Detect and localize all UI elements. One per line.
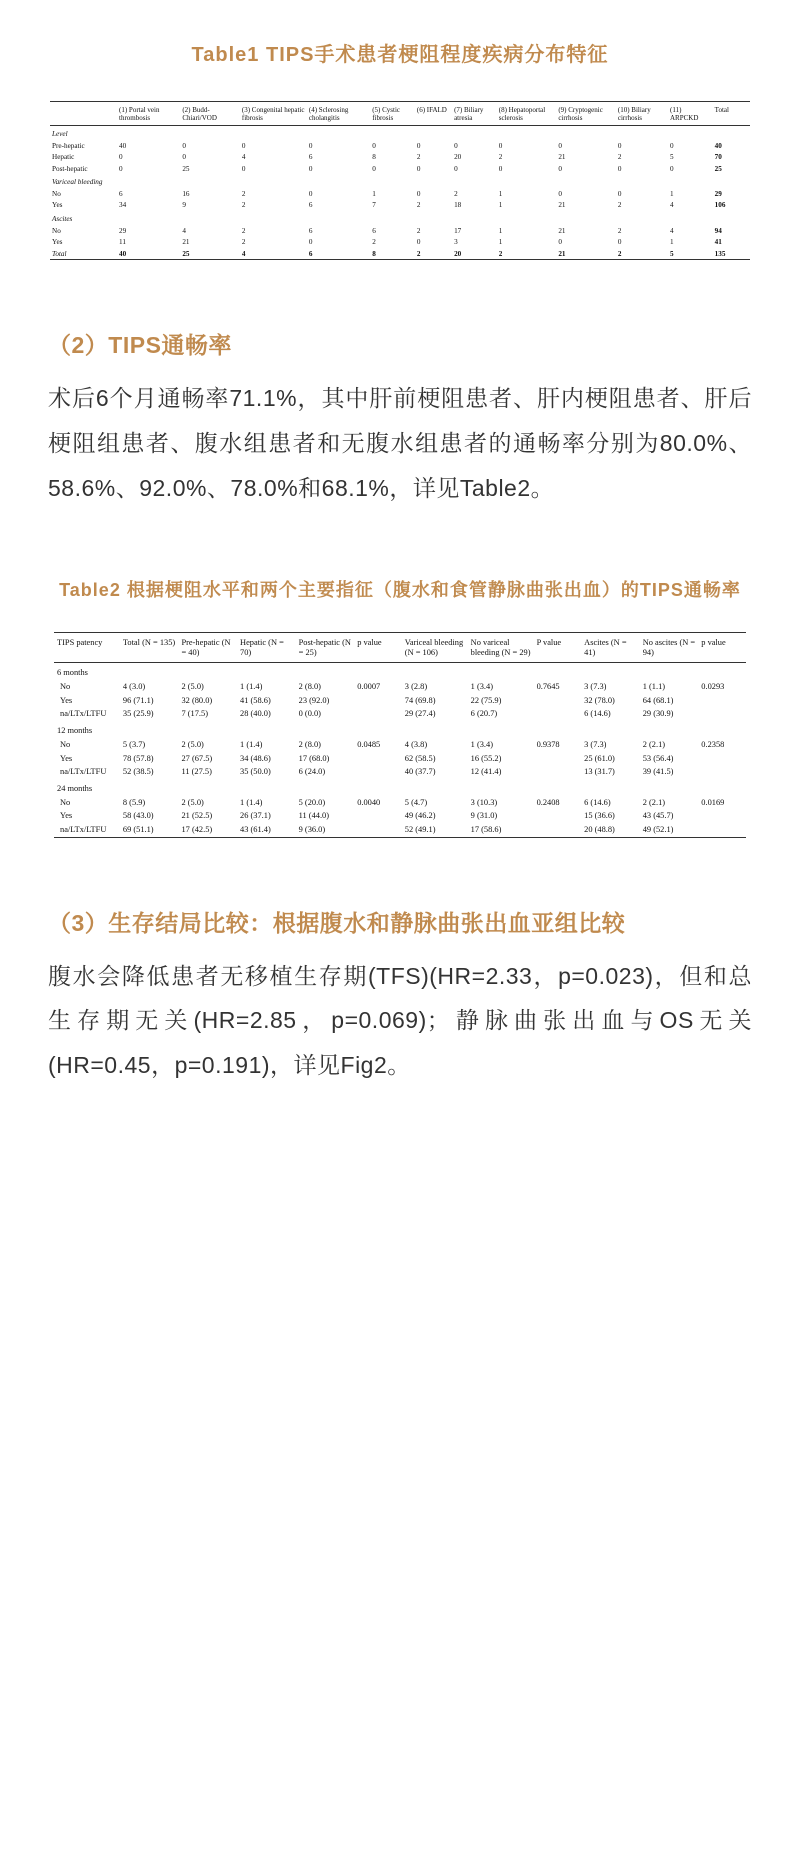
table-cell: 0 xyxy=(308,141,313,150)
table-cell: 64 (68.1) xyxy=(642,695,674,705)
table-row xyxy=(50,211,750,225)
table1-col-10: (10) Biliary cirrhosis xyxy=(616,102,668,126)
table1 xyxy=(50,102,750,259)
table-cell: 1 xyxy=(670,238,674,247)
table-cell: 1 (1.4) xyxy=(240,739,263,749)
table-cell: 4 xyxy=(670,201,674,210)
table-cell: 2 (8.0) xyxy=(298,681,321,691)
table-row xyxy=(50,163,750,174)
table-cell xyxy=(534,810,582,824)
table-cell: 2 xyxy=(372,238,376,247)
table-cell: 70 xyxy=(714,153,722,162)
table-cell: 23 (92.0) xyxy=(298,695,330,705)
table-cell: 29 xyxy=(119,226,127,235)
table1-header xyxy=(50,102,750,126)
table-cell: 2 xyxy=(617,249,622,258)
table-cell: 40 (37.7) xyxy=(404,767,436,777)
table-cell: 2 xyxy=(617,153,622,162)
table-cell: 0 xyxy=(119,164,123,173)
table-cell: 0 xyxy=(372,141,376,150)
table-group-label: 12 months xyxy=(57,726,93,736)
table-cell: 1 (3.4) xyxy=(470,681,493,691)
table-cell: 1 xyxy=(372,189,376,198)
table-cell: 34 (48.6) xyxy=(240,753,271,763)
table-cell: 5 (3.7) xyxy=(122,739,146,749)
table-cell: 6 xyxy=(308,226,313,235)
table-cell: 0.2408 xyxy=(536,797,560,807)
table-row-label: Pre-hepatic xyxy=(52,141,85,150)
table-cell: 0 xyxy=(308,238,313,247)
table-cell: 2 (2.1) xyxy=(642,797,666,807)
table-row xyxy=(50,200,750,211)
table-cell: 8 xyxy=(372,153,376,162)
table-cell: 2 xyxy=(241,238,246,247)
table-cell xyxy=(534,694,582,708)
spacer xyxy=(48,511,752,553)
table-cell: 21 (52.5) xyxy=(181,811,213,821)
table-cell: 135 xyxy=(714,249,726,258)
table-cell: 1 xyxy=(498,201,503,210)
table-cell: 53 (56.4) xyxy=(642,753,674,763)
table-row xyxy=(54,721,746,738)
table-cell: 21 xyxy=(558,153,566,162)
table1-col-3: (3) Congenital hepatic fibrosis xyxy=(240,102,307,126)
table-cell: 2 xyxy=(241,201,246,210)
table-row xyxy=(54,796,746,810)
table-cell xyxy=(698,823,746,837)
table-cell: 0 xyxy=(670,141,674,150)
table-cell: 0 xyxy=(454,164,458,173)
table-cell xyxy=(354,694,402,708)
table-cell: 0 xyxy=(617,141,622,150)
table2-col-8: P value xyxy=(534,633,582,663)
table-row-label: No xyxy=(60,681,71,691)
table-cell: 8 xyxy=(372,249,376,258)
table-cell: 4 (3.8) xyxy=(404,739,428,749)
table-cell: 6 xyxy=(308,249,313,258)
table-cell: 5 xyxy=(670,153,674,162)
table-cell: 106 xyxy=(714,201,726,210)
table-cell: 2 xyxy=(617,226,622,235)
table-cell: 1 (1.4) xyxy=(240,681,263,691)
table-row xyxy=(54,823,746,837)
table-cell: 32 (80.0) xyxy=(181,695,213,705)
table-row-label: No xyxy=(52,189,61,198)
table-cell: 12 (41.4) xyxy=(470,767,502,777)
table1-header-row xyxy=(50,102,750,126)
table2-col-5: p value xyxy=(354,633,402,663)
table-row xyxy=(54,779,746,796)
table-cell: 1 xyxy=(498,238,503,247)
table-cell xyxy=(534,765,582,779)
table-cell: 0 xyxy=(558,141,562,150)
table-group-label: Level xyxy=(52,130,68,139)
table2-caption: Table2 根据梗阻水平和两个主要指征（腹水和食管静脉曲张出血）的TIPS通畅率 xyxy=(59,579,741,600)
table-cell: 6 (14.6) xyxy=(584,709,611,719)
table2-col-0: TIPS patency xyxy=(54,633,120,663)
table-group-label: 24 months xyxy=(57,784,93,794)
table1-container xyxy=(50,101,750,260)
table-cell: 25 xyxy=(182,164,190,173)
table-cell: 21 xyxy=(558,226,566,235)
table1-col-1: (1) Portal vein thrombosis xyxy=(117,102,180,126)
table-cell: 21 xyxy=(182,238,190,247)
table-cell: 0 xyxy=(498,164,503,173)
table1-col-0 xyxy=(50,102,117,126)
table1-col-2: (2) Budd-Chiari/VOD xyxy=(180,102,240,126)
table-cell: 0.0169 xyxy=(701,797,725,807)
table-cell: 9 (31.0) xyxy=(470,811,498,821)
table-cell: 21 xyxy=(558,249,566,258)
table-cell: 17 (68.0) xyxy=(298,753,330,763)
table-cell: 6 (24.0) xyxy=(298,767,326,777)
table-cell: 4 xyxy=(241,153,246,162)
table-cell: 49 (52.1) xyxy=(642,825,674,835)
table-cell xyxy=(698,694,746,708)
table-cell: 2 (5.0) xyxy=(181,681,204,691)
table-cell: 0 xyxy=(416,189,421,198)
table-group-label: Variceal bleeding xyxy=(52,178,103,187)
table-cell: 2 xyxy=(617,201,622,210)
table-cell: 17 (58.6) xyxy=(470,825,502,835)
table-cell: 8 (5.9) xyxy=(122,797,146,807)
table-cell: 2 xyxy=(454,189,458,198)
table-cell: 41 xyxy=(714,238,722,247)
table-cell: 26 (37.1) xyxy=(240,811,271,821)
spacer xyxy=(48,838,752,880)
table-cell: 2 (2.1) xyxy=(642,739,666,749)
table1-body xyxy=(50,126,750,260)
table-cell: 3 (7.3) xyxy=(584,681,607,691)
table-cell: 4 xyxy=(241,249,246,258)
table-cell xyxy=(534,823,582,837)
table-cell: 0.9378 xyxy=(536,739,560,749)
table-cell: 5 (20.0) xyxy=(298,797,326,807)
table-cell: 34 xyxy=(119,201,127,210)
table-cell: 5 (4.7) xyxy=(404,797,428,807)
spacer xyxy=(48,260,752,302)
table-row-label: na/LTx/LTFU xyxy=(60,825,107,835)
table-cell: 0.0485 xyxy=(357,739,381,749)
table-row xyxy=(54,708,746,722)
table-row-label: No xyxy=(60,797,71,807)
table-row xyxy=(50,188,750,199)
table-row-label: Hepatic xyxy=(52,153,75,162)
table-cell: 35 (50.0) xyxy=(240,767,271,777)
table-cell: 1 (3.4) xyxy=(470,739,493,749)
table2-container xyxy=(54,632,746,838)
table-cell: 11 xyxy=(119,238,126,247)
table-cell: 20 (48.8) xyxy=(584,825,615,835)
table-row xyxy=(50,237,750,248)
table-cell: 2 xyxy=(241,226,246,235)
table-cell: 0 xyxy=(416,238,421,247)
table-cell: 2 (5.0) xyxy=(181,797,204,807)
table1-col-8: (8) Hepatoportal sclerosis xyxy=(497,102,557,126)
table-cell: 2 xyxy=(241,189,246,198)
table-cell: 0 xyxy=(372,164,376,173)
table-cell: 20 xyxy=(454,153,462,162)
table2-col-10: No ascites (N = 94) xyxy=(640,633,699,663)
table2-header xyxy=(54,633,746,663)
table-cell: 25 xyxy=(714,164,722,173)
table2-col-11: p value xyxy=(698,633,746,663)
table-cell: 43 (61.4) xyxy=(240,825,271,835)
table2-col-3: Hepatic (N = 70) xyxy=(237,633,296,663)
table1-col-6: (6) IFALD xyxy=(415,102,452,126)
table-cell: 41 (58.6) xyxy=(240,695,271,705)
table-cell: 0 xyxy=(416,141,421,150)
table-cell xyxy=(354,708,402,722)
table-cell: 40 xyxy=(119,141,127,150)
table-cell: 2 xyxy=(498,153,503,162)
table-cell xyxy=(698,810,746,824)
table-cell: 3 xyxy=(454,238,458,247)
table-row-label: Yes xyxy=(60,753,73,763)
table-cell: 0 xyxy=(670,164,674,173)
table-cell: 0 xyxy=(241,141,246,150)
table-cell: 62 (58.5) xyxy=(404,753,436,763)
table-cell: 6 (14.6) xyxy=(584,797,611,807)
table-cell: 0.0293 xyxy=(701,681,725,691)
table-cell: 16 xyxy=(182,189,190,198)
table-cell: 7 xyxy=(372,201,376,210)
table2 xyxy=(54,633,746,837)
table-cell: 96 (71.1) xyxy=(122,695,154,705)
table-cell: 11 (27.5) xyxy=(181,767,212,777)
table-cell xyxy=(698,765,746,779)
table-cell: 17 xyxy=(454,226,462,235)
table-cell: 0 xyxy=(617,164,622,173)
table-cell: 6 xyxy=(308,201,313,210)
table-cell xyxy=(534,708,582,722)
table-row xyxy=(50,248,750,259)
table-cell: 9 (36.0) xyxy=(298,825,326,835)
table-cell: 29 (30.9) xyxy=(642,709,674,719)
table2-body xyxy=(54,663,746,837)
table-cell: 39 (41.5) xyxy=(642,767,674,777)
table-cell: 0 xyxy=(308,164,313,173)
table-row xyxy=(50,151,750,162)
section-body-survival-comparison: 腹水会降低患者无移植生存期(TFS)(HR=2.33，p=0.023)，但和总生存期无关(HR=2.85，p=0.069)；静脉曲张出血与OS无关(HR=0.45，p=0.191)，详见Fig2。 xyxy=(48,962,752,1079)
table-cell: 1 xyxy=(498,189,503,198)
table-cell: 0 xyxy=(182,153,186,162)
table-cell: 29 (27.4) xyxy=(404,709,436,719)
table-cell: 20 xyxy=(454,249,462,258)
table1-col-11: (11) ARPCKD xyxy=(668,102,713,126)
table-cell: 4 xyxy=(670,226,674,235)
table-cell: 9 xyxy=(182,201,186,210)
table-cell: 6 (20.7) xyxy=(470,709,498,719)
table-cell: 52 (38.5) xyxy=(122,767,154,777)
table-row xyxy=(54,738,746,752)
table-cell: 6 xyxy=(308,153,313,162)
table-cell: 0 xyxy=(416,164,421,173)
table1-col-5: (5) Cystic fibrosis xyxy=(370,102,415,126)
table-cell: 2 xyxy=(416,226,421,235)
table-cell: 3 (10.3) xyxy=(470,797,498,807)
table-cell: 1 xyxy=(498,226,503,235)
table-cell: 22 (75.9) xyxy=(470,695,502,705)
table2-col-2: Pre-hepatic (N = 40) xyxy=(178,633,237,663)
table-cell: 58 (43.0) xyxy=(122,811,154,821)
table-cell: 0 xyxy=(119,153,123,162)
table-cell: 21 xyxy=(558,201,566,210)
table1-col-4: (4) Sclerosing cholangitis xyxy=(307,102,370,126)
table1-col-9: (9) Cryptogenic cirrhosis xyxy=(556,102,616,126)
table-cell: 0 xyxy=(308,189,313,198)
table-cell xyxy=(534,752,582,766)
table-cell: 1 xyxy=(670,189,674,198)
table-cell: 5 xyxy=(670,249,674,258)
table-cell: 2 xyxy=(416,153,421,162)
table-cell: 3 (7.3) xyxy=(584,739,607,749)
table-cell: 32 (78.0) xyxy=(584,695,615,705)
table-cell: 74 (69.8) xyxy=(404,695,436,705)
table-group-label: Ascites xyxy=(52,215,73,224)
table-cell: 35 (25.9) xyxy=(122,709,154,719)
table-row xyxy=(50,140,750,151)
table-cell: 40 xyxy=(714,141,722,150)
table-cell xyxy=(698,752,746,766)
table-cell: 0 xyxy=(617,238,622,247)
table-cell xyxy=(354,810,402,824)
table-cell: 28 (40.0) xyxy=(240,709,271,719)
table-cell: 69 (51.1) xyxy=(122,825,154,835)
table-cell: 78 (57.8) xyxy=(122,753,154,763)
table-row xyxy=(54,680,746,694)
table-cell: 2 xyxy=(416,249,421,258)
table-cell: 15 (36.6) xyxy=(584,811,615,821)
section-heading-survival-comparison: （3）生存结局比较：根据腹水和静脉曲张出血亚组比较 xyxy=(48,909,626,936)
table-cell: 43 (45.7) xyxy=(642,811,674,821)
table-cell: 0.7645 xyxy=(536,681,560,691)
table-row-label: Post-hepatic xyxy=(52,164,88,173)
table-cell: 0 (0.0) xyxy=(298,709,321,719)
table-cell: 0 xyxy=(558,238,562,247)
table-row xyxy=(54,810,746,824)
table-cell xyxy=(354,752,402,766)
table2-col-6: Variceal bleeding (N = 106) xyxy=(402,633,468,663)
table-cell: 0 xyxy=(617,189,622,198)
table-cell: 0 xyxy=(454,141,458,150)
table-cell: 25 (61.0) xyxy=(584,753,615,763)
table-cell: 6 xyxy=(372,226,376,235)
table2-col-9: Ascites (N = 41) xyxy=(581,633,640,663)
table-row-label: na/LTx/LTFU xyxy=(60,709,107,719)
table-row-label: Yes xyxy=(52,201,63,210)
table-group-label: 6 months xyxy=(57,668,88,678)
table-cell: 1 (1.1) xyxy=(642,681,666,691)
table-cell: 7 (17.5) xyxy=(181,709,208,719)
table-row xyxy=(54,663,746,680)
table-row-label: Total xyxy=(52,249,67,258)
table-row-label: Yes xyxy=(60,695,73,705)
table-cell: 16 (55.2) xyxy=(470,753,502,763)
table2-col-1: Total (N = 135) xyxy=(120,633,179,663)
table-cell xyxy=(698,708,746,722)
table-cell xyxy=(354,823,402,837)
table2-col-4: Post-hepatic (N = 25) xyxy=(296,633,355,663)
table-row xyxy=(50,126,750,140)
table-row-label: Yes xyxy=(60,811,73,821)
table-cell: 18 xyxy=(454,201,462,210)
section-heading-tips-patency: （2）TIPS通畅率 xyxy=(48,332,232,359)
table-cell: 94 xyxy=(714,226,722,235)
table-row-label: Yes xyxy=(52,238,63,247)
table-cell: 0 xyxy=(182,141,186,150)
table-cell xyxy=(354,765,402,779)
table1-caption: Table1 TIPS手术患者梗阻程度疾病分布特征 xyxy=(191,44,609,66)
table-cell: 1 (1.4) xyxy=(240,797,263,807)
table1-col-12: Total xyxy=(713,102,750,126)
table-row-label: No xyxy=(52,226,61,235)
table-cell: 13 (31.7) xyxy=(584,767,615,777)
table2-col-7: No variceal bleeding (N = 29) xyxy=(468,633,534,663)
table-row-label: na/LTx/LTFU xyxy=(60,767,107,777)
table-cell: 40 xyxy=(119,249,127,258)
table-cell: 27 (67.5) xyxy=(181,753,213,763)
document-page xyxy=(0,38,800,1114)
table-row xyxy=(54,694,746,708)
table-cell: 6 xyxy=(119,189,123,198)
table-cell: 2 (5.0) xyxy=(181,739,204,749)
table-cell: 52 (49.1) xyxy=(404,825,436,835)
table-cell: 0 xyxy=(498,141,503,150)
table-cell: 0 xyxy=(558,189,562,198)
table-cell: 0.0007 xyxy=(357,681,381,691)
table-cell: 49 (46.2) xyxy=(404,811,436,821)
table-cell: 0 xyxy=(558,164,562,173)
table-cell: 3 (2.8) xyxy=(404,681,428,691)
table2-header-row xyxy=(54,633,746,663)
table1-col-7: (7) Biliary atresia xyxy=(452,102,497,126)
table-cell: 11 (44.0) xyxy=(298,811,330,821)
table-cell: 0.2358 xyxy=(701,739,725,749)
table-row xyxy=(54,765,746,779)
table-cell: 0.0040 xyxy=(357,797,381,807)
table-cell: 29 xyxy=(714,189,722,198)
spacer xyxy=(48,1088,752,1114)
section-body-tips-patency: 术后6个月通畅率71.1%，其中肝前梗阻患者、肝内梗阻患者、肝后梗阻组患者、腹水组患者和无腹水组患者的通畅率分别为80.0%、58.6%、92.0%、78.0%和68.1%，详见Table2。 xyxy=(48,385,752,501)
table-cell: 2 xyxy=(498,249,503,258)
table-cell: 2 (8.0) xyxy=(298,739,321,749)
table-row-label: No xyxy=(60,739,71,749)
table-cell: 2 xyxy=(416,201,421,210)
table-cell: 4 (3.0) xyxy=(122,681,146,691)
table-cell: 17 (42.5) xyxy=(181,825,213,835)
table-row xyxy=(50,174,750,188)
table-cell: 25 xyxy=(182,249,190,258)
table-row xyxy=(50,225,750,236)
table-cell: 0 xyxy=(241,164,246,173)
table-row xyxy=(54,752,746,766)
table-cell: 4 xyxy=(182,226,186,235)
